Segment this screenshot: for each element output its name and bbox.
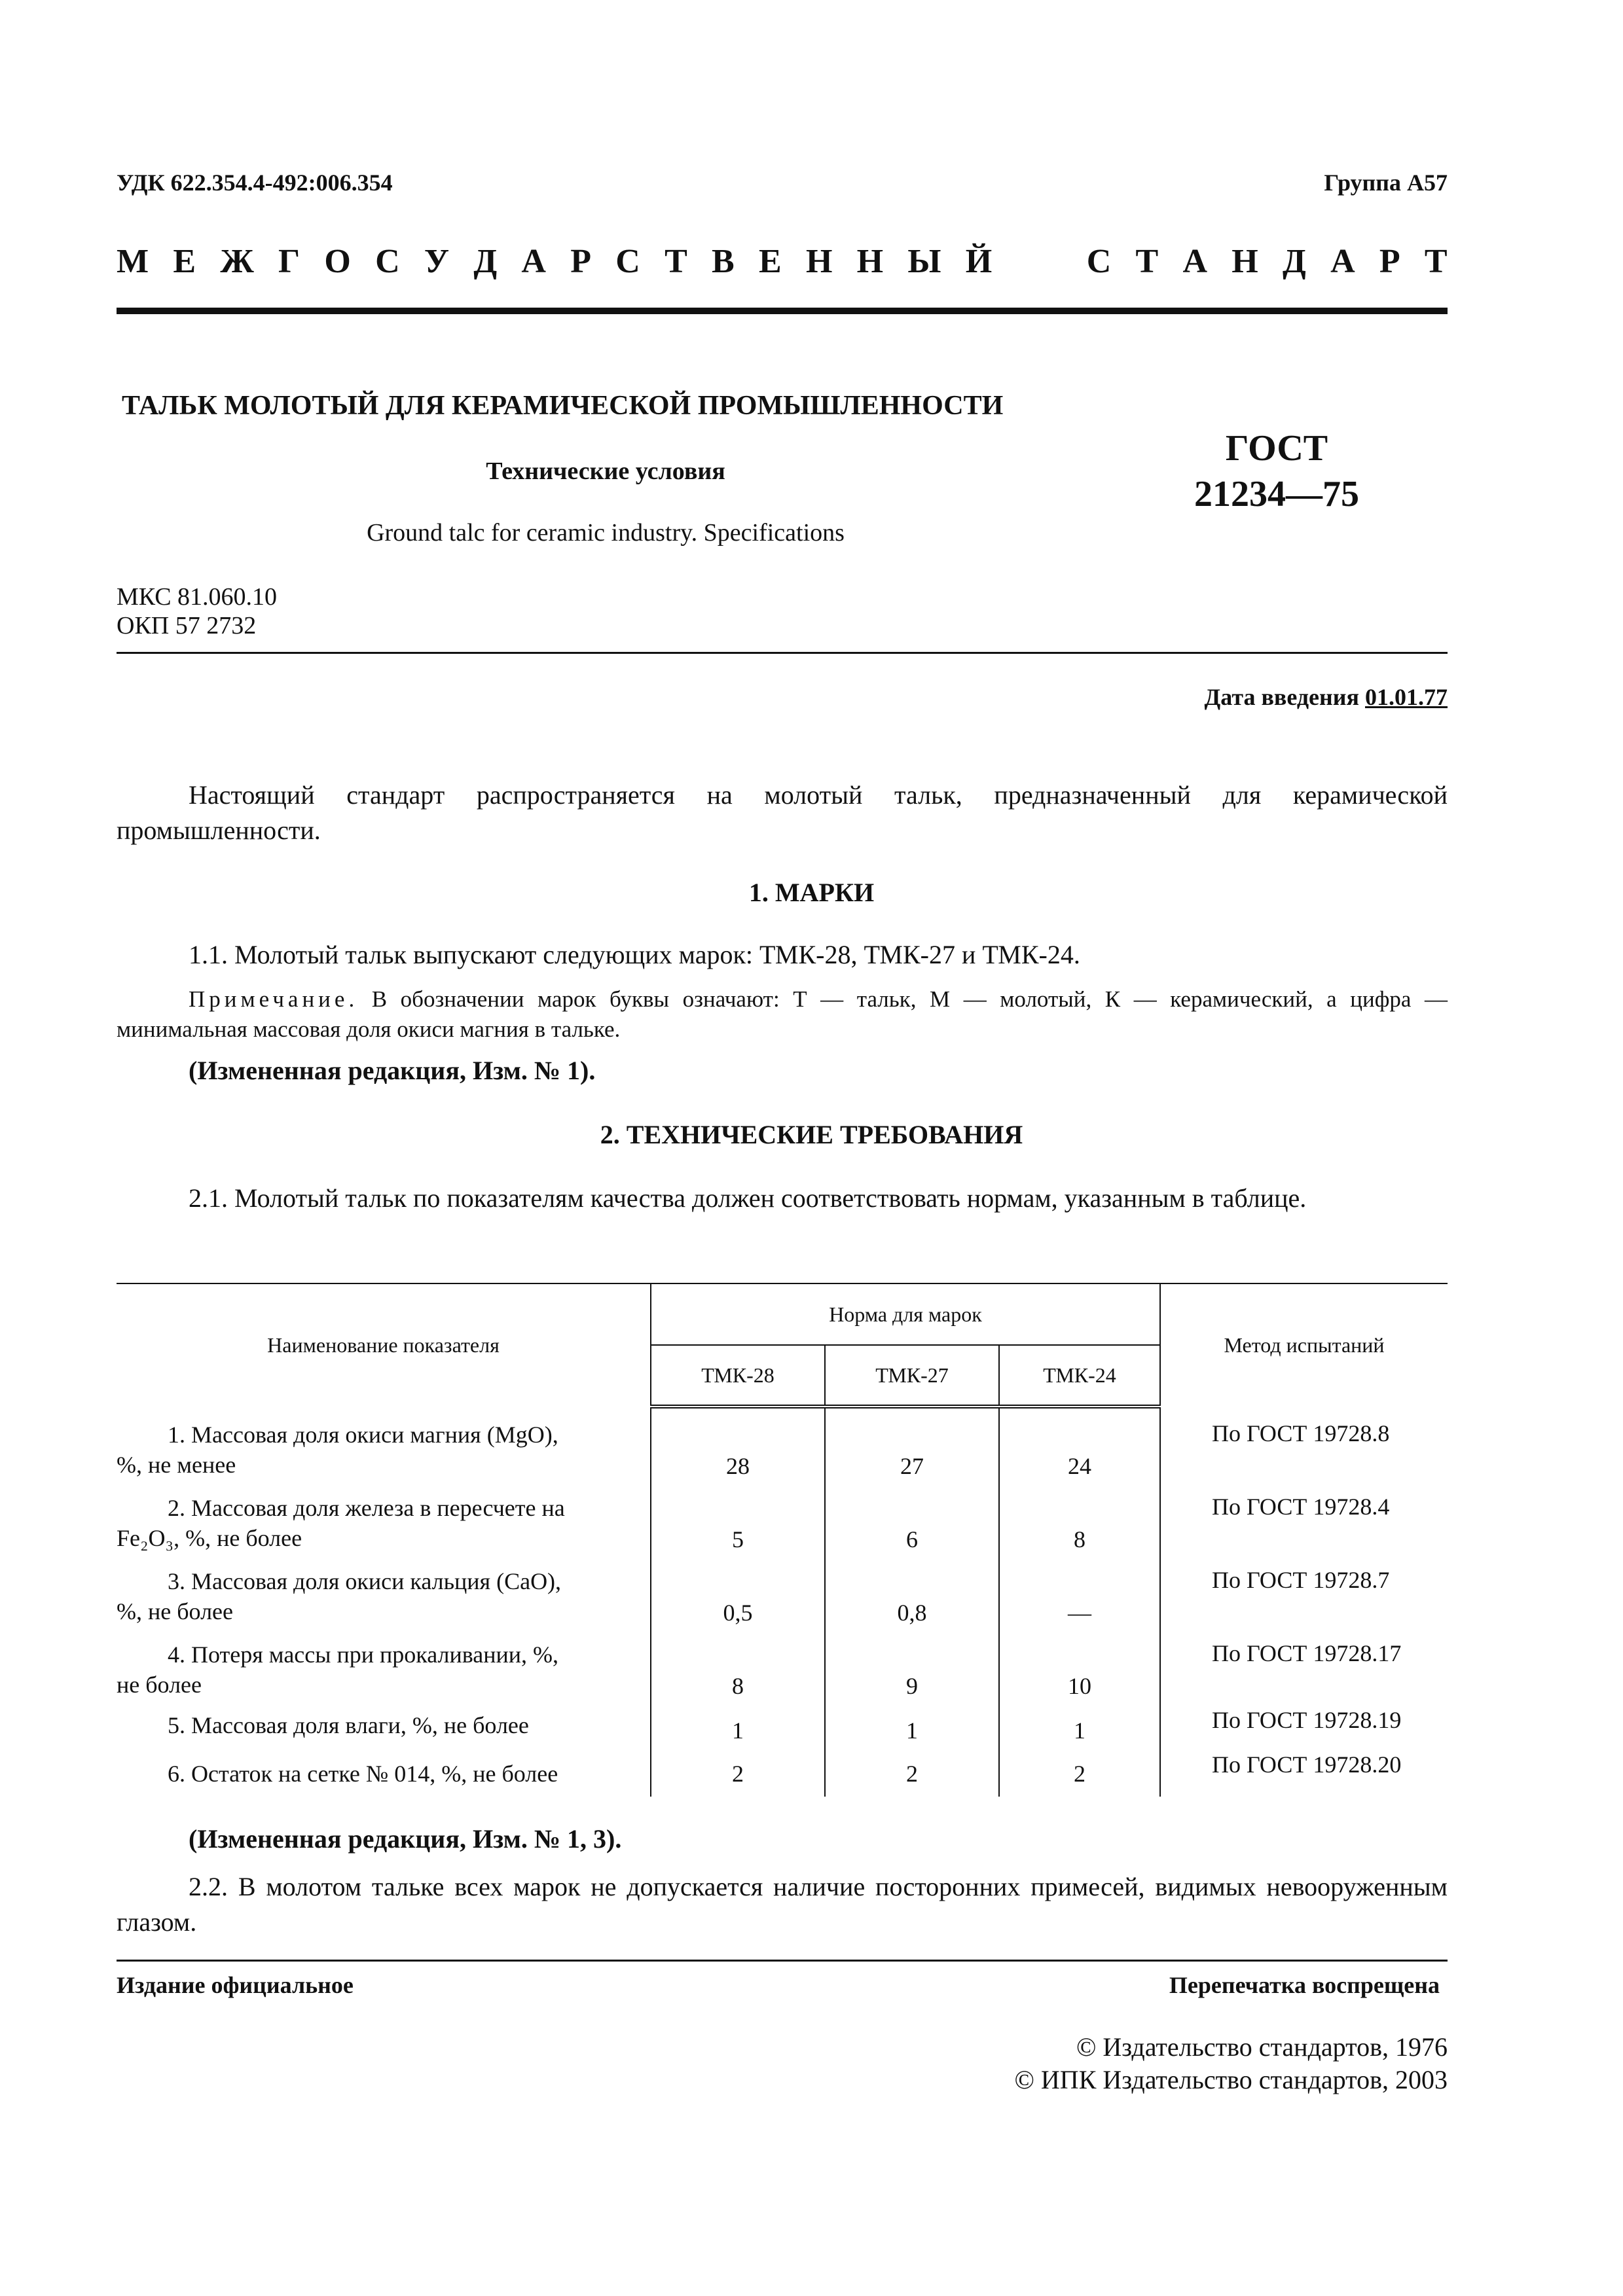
amendment-note-1: (Измененная редакция, Изм. № 1). — [189, 1056, 596, 1085]
row-value-tmk24: 8 — [999, 1480, 1160, 1553]
table-row — [117, 1744, 1448, 1797]
banner-letter: Н — [805, 243, 833, 280]
banner-letter: Р — [570, 243, 591, 280]
banner-letter: Й — [965, 243, 993, 280]
banner-letter: Ж — [220, 243, 254, 280]
paragraph-2-2: 2.2. В молотом тальке всех марок не допускается наличие посторонних примесей, видимых невооруженным глазом. — [117, 1872, 1448, 1937]
row-value-tmk24: 24 — [999, 1407, 1160, 1480]
date-value: 01.01.77 — [1365, 684, 1448, 710]
row-indicator: 5. Массовая доля влаги, %, не более — [168, 1712, 529, 1738]
header-indicator-name: Наименование показателя — [117, 1283, 651, 1407]
banner-letter: С — [375, 243, 400, 280]
banner-letter: С — [1086, 243, 1112, 280]
banner-letter: А — [1182, 243, 1208, 280]
section-heading-requirements: 2. ТЕХНИЧЕСКИЕ ТРЕБОВАНИЯ — [600, 1120, 1023, 1149]
banner-letter: Д — [473, 243, 498, 280]
row-indicator: 2. Массовая доля железа в пересчете на Fe₂O₃, %, не более — [117, 1495, 565, 1551]
footer-divider — [117, 1960, 1448, 1962]
row-value-tmk28: 2 — [651, 1744, 825, 1797]
banner-letter: А — [521, 243, 546, 280]
row-value-tmk27: 27 — [825, 1407, 999, 1480]
row-value-tmk28: 8 — [651, 1626, 825, 1700]
group-code: Группа А57 — [1324, 170, 1448, 196]
table-row — [117, 1480, 1448, 1553]
header-grade-tmk28: ТМК-28 — [651, 1345, 825, 1407]
row-method: По ГОСТ 19728.7 — [1160, 1553, 1448, 1626]
intro-paragraph: Настоящий стандарт распространяется на молотый тальк, предназначенный для керамической промышленности. — [117, 780, 1448, 845]
row-method: По ГОСТ 19728.19 — [1160, 1700, 1448, 1744]
banner-letter: Т — [1135, 243, 1159, 280]
banner-letter: Ы — [907, 243, 941, 280]
banner-letter: В — [712, 243, 735, 280]
row-indicator: 6. Остаток на сетке № 014, %, не более — [168, 1761, 558, 1787]
table-header-row — [117, 1283, 1448, 1345]
row-value-tmk27: 1 — [825, 1700, 999, 1744]
row-value-tmk27: 9 — [825, 1626, 999, 1700]
banner-letter: Р — [1379, 243, 1400, 280]
gost-label: ГОСТ — [1225, 428, 1328, 469]
banner-letter: М — [117, 243, 149, 280]
row-indicator: 4. Потеря массы при прокаливании, %, не более — [117, 1641, 559, 1698]
row-value-tmk27: 2 — [825, 1744, 999, 1797]
row-value-tmk24: 10 — [999, 1626, 1160, 1700]
row-value-tmk28: 5 — [651, 1480, 825, 1553]
table-row — [117, 1407, 1448, 1480]
banner-word-gap — [1016, 242, 1062, 281]
row-value-tmk28: 0,5 — [651, 1553, 825, 1626]
date-label: Дата введения — [1204, 684, 1359, 710]
header-test-method: Метод испытаний — [1160, 1283, 1448, 1407]
paragraph-2-1: 2.1. Молотый тальк по показателям качества должен соответствовать нормам, указанным в таблице. — [189, 1183, 1307, 1213]
row-value-tmk24: 1 — [999, 1700, 1160, 1744]
interstate-standard-banner — [117, 242, 1448, 281]
banner-letter: С — [615, 243, 640, 280]
codes-divider — [117, 652, 1448, 654]
row-indicator: 1. Массовая доля окиси магния (MgO), %, не менее — [117, 1422, 558, 1478]
row-method: По ГОСТ 19728.8 — [1160, 1407, 1448, 1480]
row-value-tmk27: 6 — [825, 1480, 999, 1553]
banner-letter: Д — [1283, 243, 1306, 280]
paragraph-1-1: 1.1. Молотый тальк выпускают следующих марок: ТМК-28, ТМК-27 и ТМК-24. — [189, 940, 1080, 969]
udk-code: УДК 622.354.4-492:006.354 — [117, 170, 393, 196]
mks-code: МКС 81.060.10 — [117, 583, 278, 611]
table-row — [117, 1626, 1448, 1700]
banner-letter: Т — [665, 243, 687, 280]
row-method: По ГОСТ 19728.17 — [1160, 1626, 1448, 1700]
row-method: По ГОСТ 19728.20 — [1160, 1744, 1448, 1797]
english-title: Ground talc for ceramic industry. Specifications — [367, 519, 845, 547]
row-value-tmk27: 0,8 — [825, 1553, 999, 1626]
okp-code: ОКП 57 2732 — [117, 612, 257, 639]
row-value-tmk28: 1 — [651, 1700, 825, 1744]
banner-letter: У — [424, 243, 450, 280]
row-method: По ГОСТ 19728.4 — [1160, 1480, 1448, 1553]
copyright-1976: © Издательство стандартов, 1976 — [1076, 2032, 1448, 2062]
banner-letter: Т — [1424, 243, 1448, 280]
copyright-2003: © ИПК Издательство стандартов, 2003 — [1014, 2065, 1448, 2094]
section-heading-grades: 1. МАРКИ — [748, 878, 875, 907]
table-row — [117, 1700, 1448, 1744]
document-title: ТАЛЬК МОЛОТЫЙ ДЛЯ КЕРАМИЧЕСКОЙ ПРОМЫШЛЕННОСТИ — [122, 391, 1004, 421]
banner-letter: Е — [173, 243, 196, 280]
amendment-note-2: (Измененная редакция, Изм. № 1, 3). — [189, 1824, 622, 1854]
reprint-prohibited: Перепечатка воспрещена — [1169, 1972, 1440, 1998]
note-text: В обозначении марок буквы означают: Т — тальк, М — молотый, К — керамический, а цифра — минимальная массовая доля окиси магния в тальке. — [117, 986, 1448, 1042]
document-subtitle: Технические условия — [486, 457, 725, 485]
banner-letter: Г — [278, 243, 301, 280]
banner-letter: Н — [1231, 243, 1258, 280]
header-norm-for-grades: Норма для марок — [651, 1283, 1160, 1345]
header-grade-tmk27: ТМК-27 — [825, 1345, 999, 1407]
classification-codes — [117, 583, 277, 640]
banner-letter: А — [1330, 243, 1355, 280]
row-value-tmk24: 2 — [999, 1744, 1160, 1797]
header-divider — [117, 308, 1448, 314]
row-value-tmk28: 28 — [651, 1407, 825, 1480]
official-edition: Издание официальное — [117, 1972, 354, 1998]
table-row — [117, 1553, 1448, 1626]
header-grade-tmk24: ТМК-24 — [999, 1345, 1160, 1407]
banner-letter: Н — [856, 243, 884, 280]
quality-norms-table — [117, 1283, 1448, 1797]
row-indicator: 3. Массовая доля окиси кальция (CaO), %, не более — [117, 1568, 562, 1624]
banner-letter: О — [324, 243, 351, 280]
banner-letter: Е — [758, 243, 782, 280]
gost-designation — [1113, 425, 1440, 517]
note-paragraph — [117, 984, 1448, 1045]
introduction-date — [1205, 683, 1448, 711]
gost-number: 21234—75 — [1194, 474, 1359, 514]
row-value-tmk24: — — [999, 1553, 1160, 1626]
note-label: Примечание. — [189, 986, 359, 1012]
